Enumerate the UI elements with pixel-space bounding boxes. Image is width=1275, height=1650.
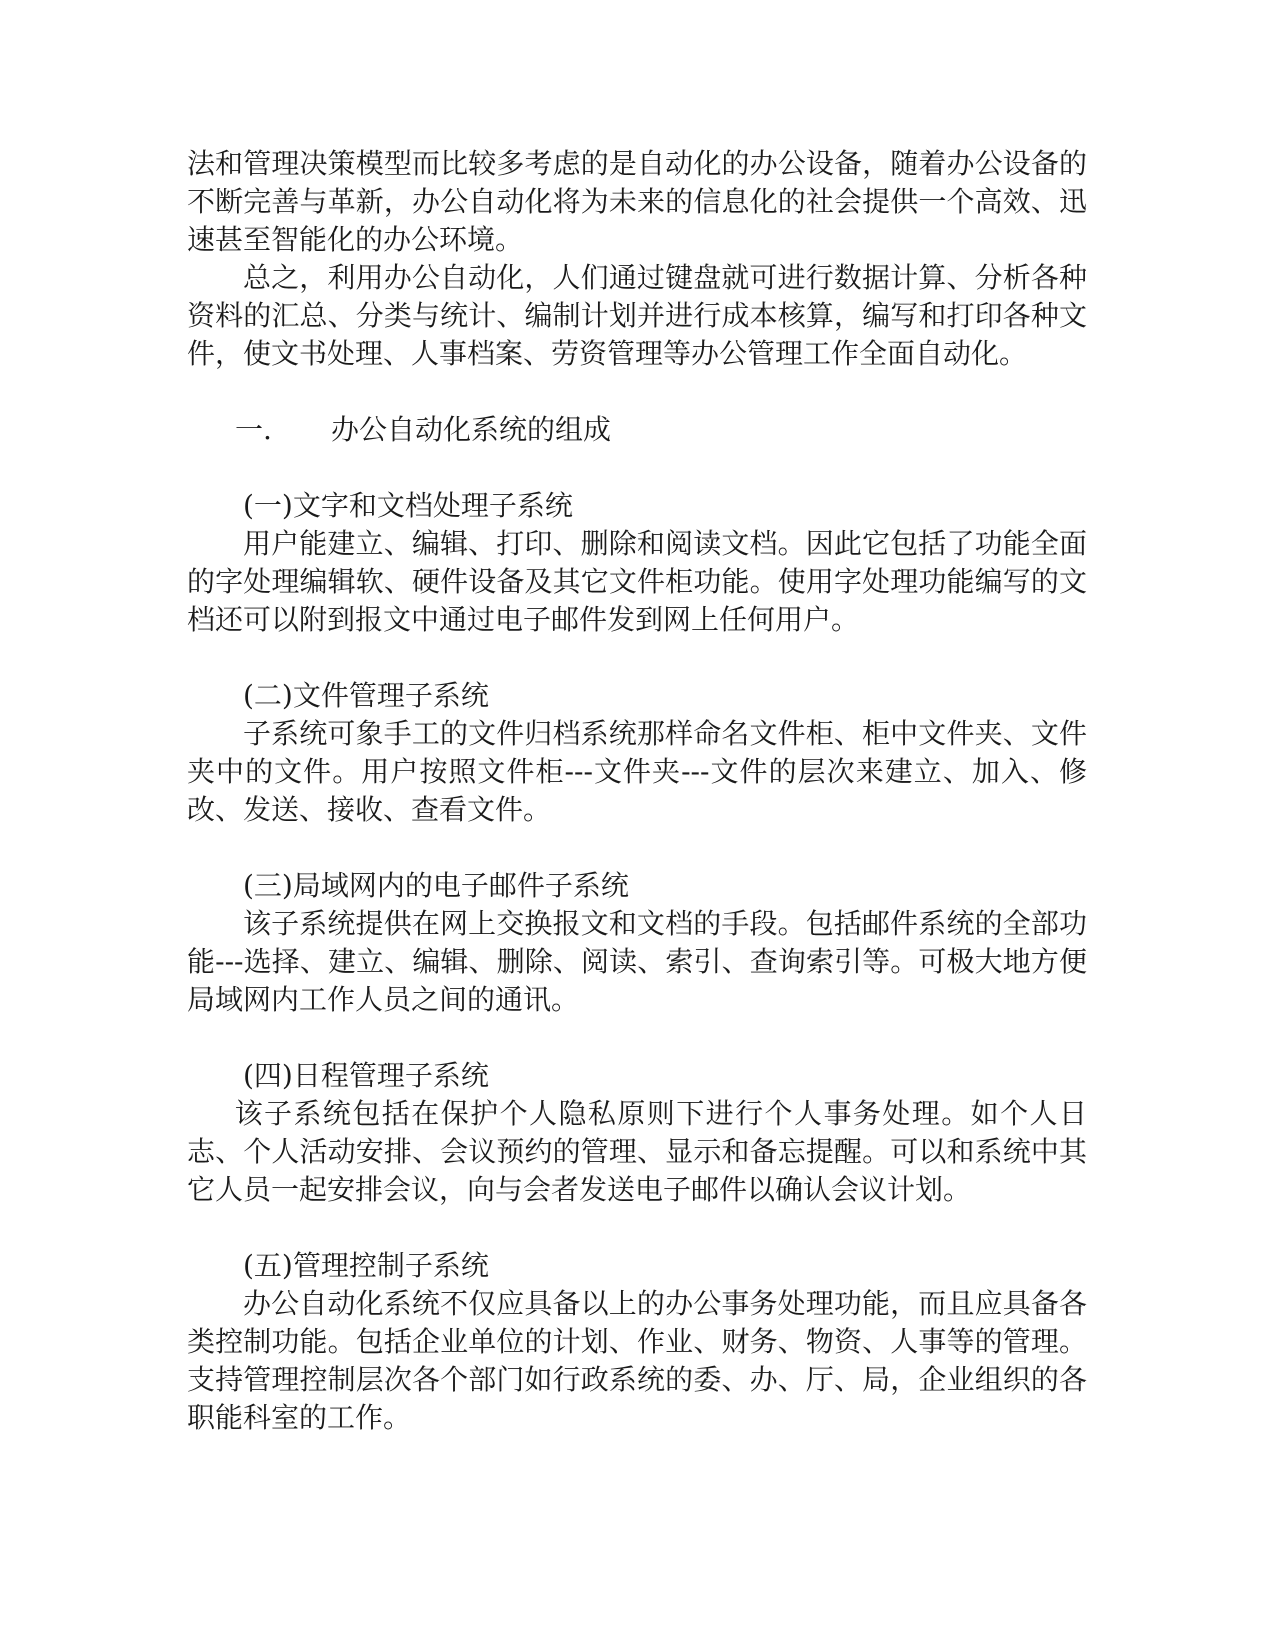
section-heading: [187, 411, 1087, 449]
subsection-body-4: 该子系统包括在保护个人隐私原则下进行个人事务处理。如个人日志、个人活动安排、会议预约的管理、显示和备忘提醒。可以和系统中其它人员一起安排会议，向与会者发送电子邮件以确认会议计划。: [187, 1097, 1087, 1206]
section-number: 一.: [235, 413, 272, 446]
subsection-heading-5: (五)管理控制子系统: [243, 1249, 489, 1282]
subsection-heading-2: (二)文件管理子系统: [243, 679, 489, 712]
subsection-heading-1: (一)文字和文档处理子系统: [243, 489, 573, 522]
subsection-heading-3: (三)局域网内的电子邮件子系统: [243, 869, 629, 902]
subsection-heading-4: (四)日程管理子系统: [243, 1059, 489, 1092]
intro-paragraph-2: 总之，利用办公自动化，人们通过键盘就可进行数据计算、分析各种资料的汇总、分类与统计、编制计划并进行成本核算，编写和打印各种文件，使文书处理、人事档案、劳资管理等办公管理工作全面自动化。: [187, 261, 1087, 370]
subsection-body-2: 子系统可象手工的文件归档系统那样命名文件柜、柜中文件夹、文件夹中的文件。用户按照文件柜---文件夹---文件的层次来建立、加入、修改、发送、接收、查看文件。: [187, 717, 1087, 826]
intro-paragraph-1: 法和管理决策模型而比较多考虑的是自动化的办公设备，随着办公设备的不断完善与革新，办公自动化将为未来的信息化的社会提供一个高效、迅速甚至智能化的办公环境。: [187, 147, 1087, 256]
document-page: [187, 145, 1087, 1437]
subsection-body-5: 办公自动化系统不仅应具备以上的办公事务处理功能，而且应具备各类控制功能。包括企业单位的计划、作业、财务、物资、人事等的管理。支持管理控制层次各个部门如行政系统的委、办、厅、局，企业组织的各职能科室的工作。: [187, 1287, 1087, 1434]
subsection-body-1: 用户能建立、编辑、打印、删除和阅读文档。因此它包括了功能全面的字处理编辑软、硬件设备及其它文件柜功能。使用字处理功能编写的文档还可以附到报文中通过电子邮件发到网上任何用户。: [187, 527, 1087, 636]
section-title: 办公自动化系统的组成: [331, 413, 612, 446]
subsection-body-3: 该子系统提供在网上交换报文和文档的手段。包括邮件系统的全部功能---选择、建立、编辑、删除、阅读、索引、查询索引等。可极大地方便局域网内工作人员之间的通讯。: [187, 907, 1087, 1016]
